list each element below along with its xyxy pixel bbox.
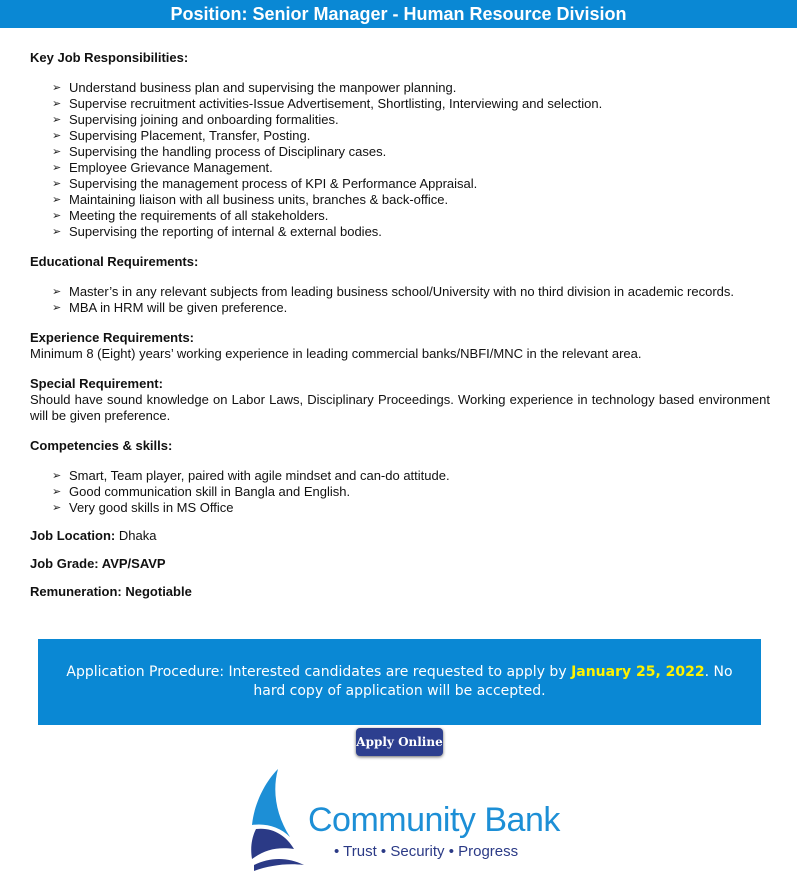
- list-item: ➢ MBA in HRM will be given preference.: [52, 300, 770, 316]
- job-location-value: Dhaka: [118, 528, 157, 543]
- community-bank-logo: [248, 765, 558, 875]
- list-item: ➢ Master’s in any relevant subjects from leading business school/University with no third division in academic records.: [52, 284, 770, 300]
- job-grade-label: Job Grade:: [30, 556, 99, 571]
- remuneration-label: Remuneration:: [30, 584, 122, 599]
- job-grade: [30, 556, 770, 572]
- responsibilities-list: [30, 80, 770, 240]
- responsibilities-heading: Key Job Responsibilities:: [30, 50, 189, 65]
- list-item: ➢ Supervising the handling process of Disciplinary cases.: [52, 144, 770, 160]
- list-item: ➢ Good communication skill in Bangla and English.: [52, 484, 770, 500]
- experience-text: Minimum 8 (Eight) years’ working experience in leading commercial banks/NBFI/MNC in the relevant area.: [30, 346, 642, 361]
- list-item: ➢ Employee Grievance Management.: [52, 160, 770, 176]
- job-location-label: Job Location:: [30, 528, 116, 543]
- list-item: ➢ Meeting the requirements of all stakeholders.: [52, 208, 770, 224]
- logo-tagline: • Trust • Security • Progress: [334, 843, 519, 860]
- list-item: ➢ Understand business plan and supervising the manpower planning.: [52, 80, 770, 96]
- education-heading: Educational Requirements:: [30, 254, 199, 269]
- list-item: ➢ Very good skills in MS Office: [52, 500, 770, 516]
- application-procedure: [38, 639, 761, 725]
- job-location: [30, 528, 770, 544]
- list-item: ➢ Supervise recruitment activities-Issue Advertisement, Shortlisting, Interviewing and selection.: [52, 96, 770, 112]
- logo-wordmark: Community Bank: [308, 801, 560, 839]
- application-deadline: January 25, 2022: [571, 664, 705, 680]
- experience-heading: Experience Requirements:: [30, 330, 195, 345]
- list-item: ➢ Supervising the management process of KPI & Performance Appraisal.: [52, 176, 770, 192]
- education-list: [30, 284, 770, 316]
- remuneration: [30, 584, 770, 600]
- list-item: ➢ Supervising the reporting of internal & external bodies.: [52, 224, 770, 240]
- page-title: Position: Senior Manager - Human Resource Division: [0, 0, 797, 28]
- list-item: ➢ Maintaining liaison with all business units, branches & back-office.: [52, 192, 770, 208]
- remuneration-value: Negotiable: [125, 584, 192, 599]
- special-requirement-text: Should have sound knowledge on Labor Laws, Disciplinary Proceedings. Working experience in technology based environment will be given preference.: [30, 392, 770, 423]
- sail-logo-icon: [248, 765, 310, 875]
- list-item: ➢ Supervising Placement, Transfer, Posting.: [52, 128, 770, 144]
- competencies-heading: Competencies & skills:: [30, 438, 173, 453]
- job-description: [30, 50, 770, 600]
- special-requirement-heading: Special Requirement:: [30, 376, 163, 391]
- apply-online-button[interactable]: Apply Online: [356, 728, 443, 756]
- job-grade-value: AVP/SAVP: [101, 556, 166, 571]
- list-item: ➢ Smart, Team player, paired with agile mindset and can-do attitude.: [52, 468, 770, 484]
- list-item: ➢ Supervising joining and onboarding formalities.: [52, 112, 770, 128]
- application-text-after: . No hard copy of application will be accepted.: [253, 664, 733, 699]
- competencies-list: [30, 468, 770, 516]
- application-text-before: Application Procedure: Interested candidates are requested to apply by: [66, 664, 572, 680]
